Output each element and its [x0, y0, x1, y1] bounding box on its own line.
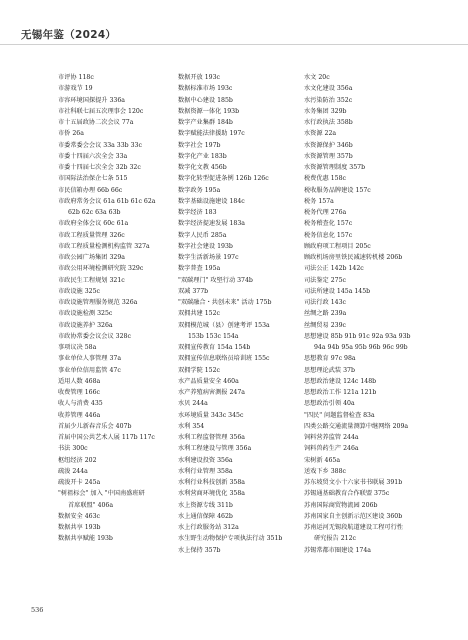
index-entry: 数据标准市场 193c — [178, 85, 233, 93]
index-entry: 市政公用环境检测研究院 329c — [58, 265, 144, 273]
yearbook-title: 无锡年鉴（2024） — [21, 29, 117, 41]
index-entry: 思想教育 97c 98a — [304, 355, 356, 363]
index-entry: 双拥宣传教育 154a 154b — [178, 344, 251, 351]
index-entry: 饲料营养监管 244a — [304, 434, 359, 441]
index-entry: 水文化建设 356a — [304, 85, 353, 93]
index-entry: 水资源保护 346b — [304, 141, 353, 149]
index-entry: 双拥共建 152c — [178, 310, 220, 318]
index-entry: 苏南国家自主创新示范区建设 360b — [304, 512, 403, 520]
index-entry: "双碳理门" 攻堅行动 374b — [178, 276, 253, 284]
index-entry: 水利建设投资 356a — [178, 456, 233, 464]
index-entry: 司法行政 143c — [304, 299, 346, 306]
index-entry: 首席联盟" 406a — [68, 501, 114, 509]
index-entry: 首届少儿新春音乐会 407b — [58, 422, 132, 430]
index-entry: 数字化产业 183b — [178, 152, 227, 160]
index-entry: 水利 354 — [178, 422, 205, 430]
index-entry: 市社科联七届五次理事会 120c — [58, 107, 144, 115]
index-entry: 双减 377b — [178, 287, 209, 295]
index-entry: 数字赋能法律援助 197c — [178, 130, 245, 138]
index-entry: 市容环境国探提升 336a — [58, 96, 125, 104]
index-entry: 双拥学院 152c — [178, 366, 220, 374]
index-entry: 市政设施养护 326a — [58, 321, 113, 329]
index-entry: 水产品质量安全 460a — [178, 377, 239, 385]
index-entry: 税务稽查化 157c — [304, 220, 353, 228]
index-entry: 市政设施 325c — [58, 287, 100, 295]
index-entry: 水利工程监督管理 356a — [178, 434, 245, 441]
index-entry: 市侨 26a — [58, 130, 84, 138]
index-entry: 首届中国公共艺术人展 117b 117c — [58, 434, 155, 441]
index-entry: 宋树新 465a — [304, 456, 341, 464]
index-entry: 水贝 244a — [178, 400, 208, 408]
index-entry: 市政公园广场集团 329a — [58, 254, 125, 261]
index-entry: 税务信息化 157c — [304, 231, 353, 239]
index-entry: 数字基础设施建设 184c — [178, 197, 245, 205]
index-entry: 司法所建设 145a 145b — [304, 287, 371, 295]
index-entry: 水生野生动物保护专项执法行动 351b — [178, 535, 283, 543]
index-entry: 收人与消费 435 — [58, 400, 103, 408]
index-entry: 市国际法治保企七条 515 — [58, 175, 128, 183]
index-entry: 市游戏节 19 — [58, 85, 93, 93]
index-entry: 市政府常务会议 61a 61b 61c 62a — [58, 197, 156, 205]
index-entry: 市政工程质量检测机构监管 327a — [58, 242, 150, 250]
index-column-3 — [304, 72, 454, 556]
index-entry: 疏浚 244a — [58, 467, 88, 475]
index-entry: 水上行政服务站 312a — [178, 524, 239, 531]
index-entry: 市民信箱办理 66b 66c — [58, 186, 123, 194]
index-entry: 司法公正 142b 142c — [304, 265, 364, 273]
index-entry: 顾政府项工程项目 205c — [304, 242, 371, 250]
index-entry: 数字人民币 285a — [178, 231, 227, 239]
index-entry: 双拥模范城（县）创建考评 153a — [178, 321, 270, 329]
index-entry: 数据安全 463c — [58, 512, 100, 520]
index-entry: 数字经济提速发展 183a — [178, 220, 245, 228]
index-entry: 税收服务品牌建设 157c — [304, 186, 371, 194]
index-entry: 思想政治引领 40a — [304, 400, 355, 408]
index-entry: 数据共享赋能 193b — [58, 535, 113, 543]
index-entry: 94a 94b 95a 95b 96b 96c 99b — [314, 344, 408, 351]
index-entry: 市委十四届七次全会 32b 32c — [58, 164, 141, 171]
index-entry: 顾政机场房里铁民减速转机楼 206b — [304, 254, 403, 261]
index-entry: "四民" 问题监督检查 83a — [304, 411, 375, 419]
index-entry: 饲料兽药生产 246a — [304, 445, 359, 453]
index-entry: 市委十四届六次全会 33a — [58, 152, 128, 160]
index-entry: 数字生活新场景 197c — [178, 254, 239, 261]
index-entry: 水污染防治 352c — [304, 96, 353, 104]
index-entry: 水资源管理制度 357b — [304, 164, 366, 171]
index-entry: 市政协常委会议会议 328c — [58, 332, 131, 340]
index-entry: 水上保持 357b — [178, 546, 221, 554]
index-entry: 双拥宣传信息联络员培训班 155c — [178, 355, 270, 363]
index-entry: 收费管理 166c — [58, 389, 100, 396]
index-entry: 苏锡常都市圈建设 174a — [304, 546, 371, 554]
index-entry: "树祖标会" 加入 "中国南盛班研 — [58, 490, 145, 498]
index-entry: 研究报告 212c — [314, 535, 356, 543]
index-entry: 数据中心建设 185b — [178, 96, 233, 104]
index-entry: 四类公路交通流量测算中继网络 209a — [304, 422, 409, 430]
index-entry: 疏浚开卡 245a — [58, 479, 101, 486]
index-entry: 水务集团 329b — [304, 107, 347, 115]
index-entry: 数字化转型促进条例 126b 126c — [178, 175, 269, 183]
index-entry: 市政民生工程规划 321c — [58, 276, 125, 284]
index-entry: 苏南运河无锡段航道建设工程可行性 — [304, 524, 403, 531]
index-entry: 事业单位信用监管 47c — [58, 366, 121, 374]
index-entry: 市政设施管理服务规范 326a — [58, 299, 138, 306]
index-entry: 水行政执法 358b — [304, 119, 353, 126]
index-entry: 水上通信保障 462b — [178, 512, 233, 520]
index-entry: 水产养殖病害测报 247a — [178, 389, 245, 396]
index-entry: 苏南国际商贸物流园 206b — [304, 501, 378, 509]
index-entry: "双碳融合・共创未来" 活动 175b — [178, 299, 272, 306]
page-header — [0, 0, 468, 45]
index-entry: 适用人数 468a — [58, 377, 101, 385]
index-entry: 市委常委会会议 33a 33b 33c — [58, 141, 142, 149]
index-entry: 数字产业集群 184b — [178, 119, 233, 126]
index-entry: 枢纽经济 202 — [58, 456, 97, 464]
index-entry: 数据共享 193b — [58, 524, 101, 531]
index-entry: 市评协 118c — [58, 74, 94, 81]
index-entry: 市政府全体会议 60c 61a — [58, 220, 129, 228]
index-entry: 水上资源专线 311b — [178, 501, 233, 509]
index-entry: 水利工程建设与管理 356a — [178, 445, 252, 453]
index-entry: 数字社会建设 193b — [178, 242, 233, 250]
index-entry: 送戏下乡 388c — [304, 467, 346, 475]
index-entry: 税务代理 276a — [304, 209, 347, 216]
index-entry: 水利行业管理 358a — [178, 467, 233, 475]
index-column-1 — [58, 72, 186, 545]
index-entry: 事项议决 58a — [58, 344, 97, 351]
index-entry: 数字化文教 456b — [178, 164, 227, 171]
index-entry: 水利行业科技创新 358a — [178, 479, 245, 486]
index-entry: 153b 153c 154a — [188, 332, 239, 340]
index-entry: 水资源管理 357b — [304, 152, 353, 160]
index-entry: 书法 300c — [58, 445, 88, 453]
index-entry: 事业单位人事管理 37a — [58, 355, 122, 363]
index-entry: 思想理论武装 37b — [304, 366, 355, 374]
index-entry: 62b 62c 63a 63b — [68, 209, 121, 216]
index-entry: 水利营商环境优化 358a — [178, 490, 245, 498]
index-entry: 苏东坡贸文小十六家书书联展 391b — [304, 479, 403, 486]
index-entry: 收养管理 446a — [58, 411, 101, 419]
index-entry: 水文 20c — [304, 74, 330, 81]
index-entry: 税务 157a — [304, 197, 334, 205]
index-entry: 水资源 22a — [304, 130, 337, 138]
index-entry: 思想政治工作 121a 121b — [304, 389, 377, 396]
index-entry: 思想政治建设 124c 148b — [304, 377, 377, 385]
index-entry: 数据资源一体化 193b — [178, 107, 240, 115]
index-entry: 市政工程质量管理 326c — [58, 231, 125, 239]
index-entry: 水环境质量 343c 345c — [178, 411, 244, 419]
index-entry: 数字政务 195a — [178, 186, 221, 194]
index-entry: 市十五届政协二次会议 77a — [58, 119, 134, 126]
index-entry: 税费优惠 158c — [304, 175, 346, 183]
index-entry: 司法鉴定 275c — [304, 276, 346, 284]
index-column-2 — [178, 72, 306, 556]
index-entry: 数字社会 197b — [178, 141, 221, 149]
index-entry: 丝绸之路 239a — [304, 310, 347, 318]
page-number: 536 — [31, 606, 44, 614]
index-entry: 苏锡通基础教育合作联盟 375c — [304, 490, 390, 498]
index-entry: 数据开放 193c — [178, 74, 220, 81]
index-entry: 丝绸贸易 239c — [304, 321, 346, 329]
index-entry: 市政设施检测 325c — [58, 310, 113, 318]
index-entry: 思想建设 85b 91b 91c 92a 93a 93b — [304, 332, 411, 340]
index-entry: 数字普查 195a — [178, 265, 221, 273]
index-entry: 数字经济 183 — [178, 209, 217, 216]
